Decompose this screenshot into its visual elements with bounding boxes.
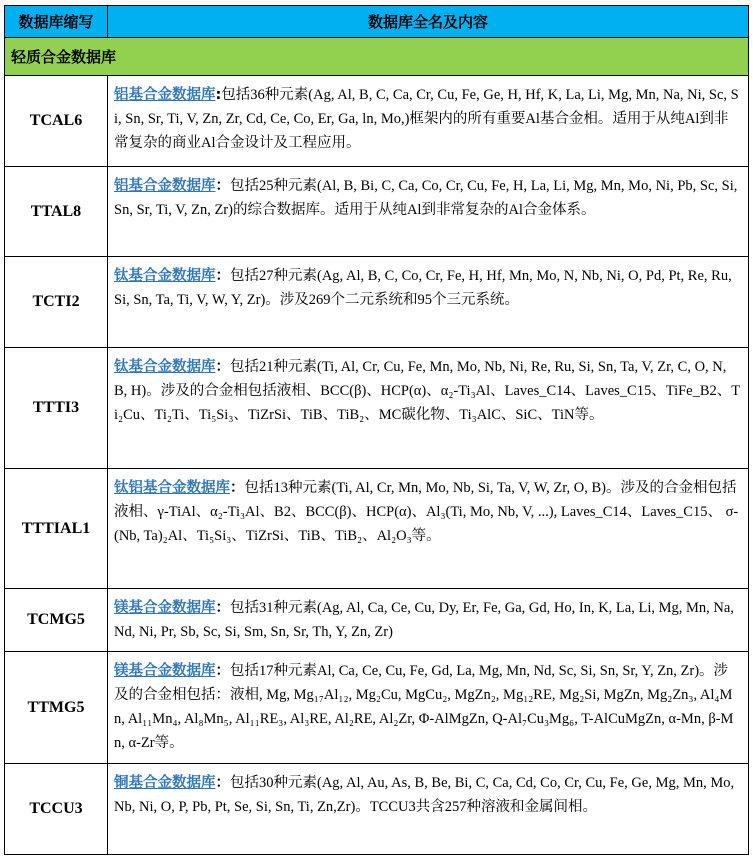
db-description: 铜基合金数据库：包括30种元素(Ag, Al, Au, As, B, Be, Bi, C, Ca, Cd, Co, Cr, Cu, Fe, Ge, Mg, Mn, Mo, Nb, Ni, O, P, Pb, Pt, Se, Si, Sn, Ti, Zn,Zr)。TCCU3共含257种溶液和金属间相。 (108, 764, 749, 855)
db-description: 镁基合金数据库：包括31种元素(Ag, Al, Ca, Ce, Cu, Dy, Er, Fe, Ga, Gd, Ho, In, K, La, Li, Mg, Mn, Na, Nd, Ni, Pr, Sb, Sc, Si, Sm, Sn, Sr, Th, Y, Zn, Zr) (108, 589, 749, 652)
table-row (5, 257, 749, 348)
table-row (5, 652, 749, 764)
db-name-link[interactable]: 钛基合金数据库 (114, 359, 216, 375)
db-abbr: TTTI3 (5, 348, 108, 469)
table-row (5, 348, 749, 469)
db-description: 钛基合金数据库：包括27种元素(Ag, Al, B, C, Co, Cr, Fe, H, Hf, Mn, Mo, N, Nb, Ni, O, Pd, Pt, Re, Ru, Si, Sn, Ta, Ti, V, W, Y, Zr)。涉及269个二元系统和95个三元系统。 (108, 257, 749, 348)
db-description: 钛基合金数据库：包括21种元素(Ti, Al, Cr, Cu, Fe, Mn, Mo, Nb, Ni, Re, Ru, Si, Sn, Ta, V, Zr, C, O, N, B, H)。涉及的合金相包括液相、BCC(β)、HCP(α)、α₂-Ti₃Al、Laves_C14、Laves_C15、TiFe_B2、Ti₂Cu、Ti₂Ti、Ti₅Si₃、TiZrSi、TiB、TiB₂、MC碳化物、Ti₃AlC、SiC、TiN等。 (108, 348, 749, 469)
db-name-link[interactable]: 铜基合金数据库 (114, 775, 216, 791)
db-abbr: TCMG5 (5, 589, 108, 652)
table-row (5, 167, 749, 257)
db-name-link[interactable]: 铝基合金数据库 (114, 87, 216, 103)
db-abbr: TTTIAL1 (5, 469, 108, 589)
db-name-link[interactable]: 铝基合金数据库 (114, 178, 216, 194)
db-text: 包括27种元素(Ag, Al, B, C, Co, Cr, Fe, H, Hf, Mn, Mo, N, Nb, Ni, O, Pd, Pt, Re, Ru, Si, Sn, Ta, Ti, V, W, Y, Zr)。涉及269个二元系统和95个三元系统。 (114, 268, 732, 308)
table-row (5, 469, 749, 589)
header-abbr: 数据库缩写 (5, 6, 108, 38)
database-table (4, 5, 749, 855)
db-name-link[interactable]: 镁基合金数据库 (114, 663, 216, 679)
db-name-link[interactable]: 钛基合金数据库 (114, 268, 216, 284)
header-row (5, 6, 749, 38)
db-abbr: TCCU3 (5, 764, 108, 855)
db-text: 包括17种元素Al, Ca, Ce, Cu, Fe, Gd, La, Mg, Mn, Nd, Sc, Si, Sn, Sr, Y, Zn, Zr)。涉及的合金相包括：液相, Mg, Mg₁₇Al₁₂, Mg₂Cu, MgCu₂, MgZn₂, Mg₁₂RE, Mg₂Si, MgZn, Mg₂Zn₃, Al₄Mn, Al₁₁Mn₄, Al₈Mn₅, Al₁₁RE₃, Al₃RE, Al₂RE, Al₂Zr, Φ-AlMgZn, Q-Al₇Cu₃Mg₆, T-AlCuMgZn, α-Mn, β-Mn, α-Zr等。 (114, 663, 734, 751)
db-description: 镁基合金数据库：包括17种元素Al, Ca, Ce, Cu, Fe, Gd, La, Mg, Mn, Nd, Sc, Si, Sn, Sr, Y, Zn, Zr)。涉及的合金相包括：液相, Mg, Mg₁₇Al₁₂, Mg₂Cu, MgCu₂, MgZn₂, Mg₁₂RE, Mg₂Si, MgZn, Mg₂Zn₃, Al₄Mn, Al₁₁Mn₄, Al₈Mn₅, Al₁₁RE₃, Al₃RE, Al₂RE, Al₂Zr, Φ-AlMgZn, Q-Al₇Cu₃Mg₆, T-AlCuMgZn, α-Mn, β-Mn, α-Zr等。 (108, 652, 749, 764)
db-description: 铝基合金数据库:包括36种元素(Ag, Al, B, C, Ca, Cr, Cu, Fe, Ge, H, Hf, K, La, Li, Mg, Mn, Na, Ni, Sc, Si, Sn, Sr, Ti, V, Zn, Zr, Cd, Ce, Co, Er, Ga, ln, Mo,)框架内的所有重要Al基合金相。适用于从纯Al到非常复杂的商业Al合金设计及工程应用。 (108, 76, 749, 167)
header-fullname: 数据库全名及内容 (108, 6, 749, 38)
db-abbr: TCTI2 (5, 257, 108, 348)
db-text: 包括21种元素(Ti, Al, Cr, Cu, Fe, Mn, Mo, Nb, Ni, Re, Ru, Si, Sn, Ta, V, Zr, C, O, N, B, H)。涉及的合金相包括液相、BCC(β)、HCP(α)、α₂-Ti₃Al、Laves_C14、Laves_C15、TiFe_B2、Ti₂Cu、Ti₂Ti、Ti₅Si₃、TiZrSi、TiB、TiB₂、MC碳化物、Ti₃AlC、SiC、TiN等。 (114, 359, 741, 423)
db-text: 包括36种元素(Ag, Al, B, C, Ca, Cr, Cu, Fe, Ge, H, Hf, K, La, Li, Mg, Mn, Na, Ni, Sc, Si, Sn, Sr, Ti, V, Zn, Zr, Cd, Ce, Co, Er, Ga, ln, Mo,)框架内的所有重要Al基合金相。适用于从纯Al到非常复杂的商业Al合金设计及工程应用。 (114, 87, 739, 151)
db-text: 包括30种元素(Ag, Al, Au, As, B, Be, Bi, C, Ca, Cd, Co, Cr, Cu, Fe, Ge, Mg, Mn, Mo, Nb, Ni, O, P, Pb, Pt, Se, Si, Sn, Ti, Zn,Zr)。TCCU3共含257种溶液和金属间相。 (114, 775, 735, 815)
table-row (5, 589, 749, 652)
db-abbr: TCAL6 (5, 76, 108, 167)
db-abbr: TTMG5 (5, 652, 108, 764)
table-row (5, 76, 749, 167)
db-text: 包括25种元素(Al, B, Bi, C, Ca, Co, Cr, Cu, Fe, H, La, Li, Mg, Mn, Mo, Ni, Pb, Sc, Si, Sn, Sr, Ti, V, Zn, Zr)的综合数据库。适用于从纯Al到非常复杂的Al合金体系。 (114, 178, 738, 218)
db-abbr: TTAL8 (5, 167, 108, 257)
section-title: 轻质合金数据库 (5, 38, 749, 76)
db-name-link[interactable]: 钛铝基合金数据库 (114, 480, 230, 496)
table-row (5, 764, 749, 855)
db-text: 包括13种元素(Ti, Al, Cr, Mn, Mo, Nb, Si, Ta, V, W, Zr, O, B)。涉及的合金相包括液相、γ-TiAl、α₂-Ti₃Al、B2、BCC(β)、HCP(α)、Al₃(Ti, Mo, Nb, V, ...), Laves_C14、Laves_C15、 σ-(Nb, Ta)₂Al、Ti₅Si₃、TiZrSi、TiB、TiB₂、Al₂O₃等。 (114, 480, 739, 544)
db-description: 钛铝基合金数据库：包括13种元素(Ti, Al, Cr, Mn, Mo, Nb, Si, Ta, V, W, Zr, O, B)。涉及的合金相包括液相、γ-TiAl、α₂-Ti₃Al、B2、BCC(β)、HCP(α)、Al₃(Ti, Mo, Nb, V, ...), Laves_C14、Laves_C15、 σ-(Nb, Ta)₂Al、Ti₅Si₃、TiZrSi、TiB、TiB₂、Al₂O₃等。 (108, 469, 749, 589)
db-text: 包括31种元素(Ag, Al, Ca, Ce, Cu, Dy, Er, Fe, Ga, Gd, Ho, In, K, La, Li, Mg, Mn, Na, Nd, Ni, Pr, Sb, Sc, Si, Sm, Sn, Sr, Th, Y, Zn, Zr) (114, 600, 734, 640)
section-row (5, 38, 749, 76)
db-description: 铝基合金数据库：包括25种元素(Al, B, Bi, C, Ca, Co, Cr, Cu, Fe, H, La, Li, Mg, Mn, Mo, Ni, Pb, Sc, Si, Sn, Sr, Ti, V, Zn, Zr)的综合数据库。适用于从纯Al到非常复杂的Al合金体系。 (108, 167, 749, 257)
db-name-link[interactable]: 镁基合金数据库 (114, 600, 216, 616)
